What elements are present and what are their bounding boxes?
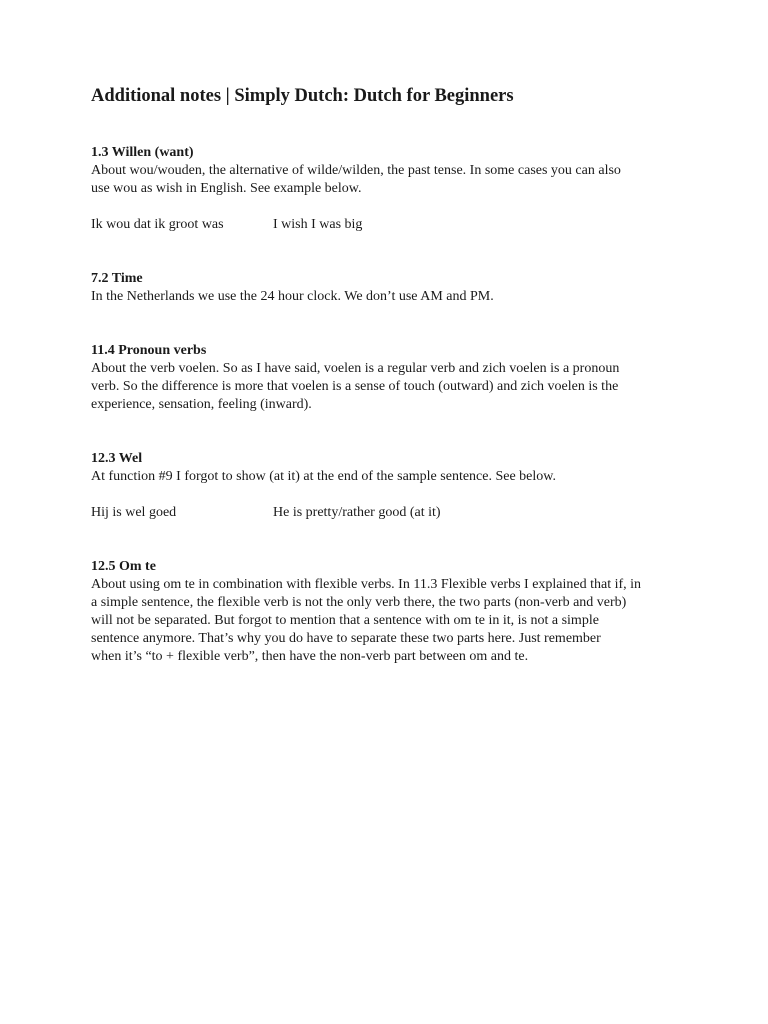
paragraph-line: At function #9 I forgot to show (at it) at the end of the sample sentence. See below.	[91, 469, 556, 484]
document-title: Additional notes | Simply Dutch: Dutch for Beginners	[91, 86, 514, 106]
paragraph-line: sentence anymore. That’s why you do have to separate these two parts here. Just remember	[91, 631, 601, 646]
example-dutch: Ik wou dat ik groot was	[91, 217, 224, 232]
paragraph-line: About using om te in combination with flexible verbs. In 11.3 Flexible verbs I explained that if, in	[91, 577, 642, 592]
section-pronoun-verbs	[91, 342, 688, 414]
paragraph-line: verb. So the difference is more that voelen is a sense of touch (outward) and zich voelen is the	[91, 379, 619, 394]
paragraph-line: will not be separated. But forgot to mention that a sentence with om te in it, is not a simple	[91, 613, 599, 628]
paragraph-line: a simple sentence, the flexible verb is not the only verb there, the two parts (non-verb and verb)	[91, 595, 627, 610]
example-dutch: Hij is wel goed	[91, 505, 177, 520]
example-english: He is pretty/rather good (at it)	[273, 505, 441, 520]
example-row	[91, 216, 688, 234]
paragraph-line: About wou/wouden, the alternative of wilde/wilden, the past tense. In some cases you can also	[91, 163, 621, 178]
paragraph-line: In the Netherlands we use the 24 hour clock. We don’t use AM and PM.	[91, 289, 494, 304]
paragraph-line: when it’s “to + flexible verb”, then have the non-verb part between om and te.	[91, 649, 529, 664]
section-heading: 11.4 Pronoun verbs	[91, 343, 207, 358]
section-om-te	[91, 558, 688, 666]
paragraph-line: About the verb voelen. So as I have said, voelen is a regular verb and zich voelen is a pronoun	[91, 361, 620, 376]
section-time	[91, 270, 688, 306]
section-heading: 7.2 Time	[91, 271, 143, 286]
section-willen	[91, 144, 688, 234]
example-english: I wish I was big	[273, 217, 363, 232]
section-heading: 12.3 Wel	[91, 451, 143, 466]
section-heading: 12.5 Om te	[91, 559, 156, 574]
section-heading: 1.3 Willen (want)	[91, 145, 194, 160]
paragraph-line: experience, sensation, feeling (inward).	[91, 397, 312, 412]
section-wel	[91, 450, 688, 522]
example-row	[91, 504, 688, 522]
paragraph-line: use wou as wish in English. See example below.	[91, 181, 362, 196]
